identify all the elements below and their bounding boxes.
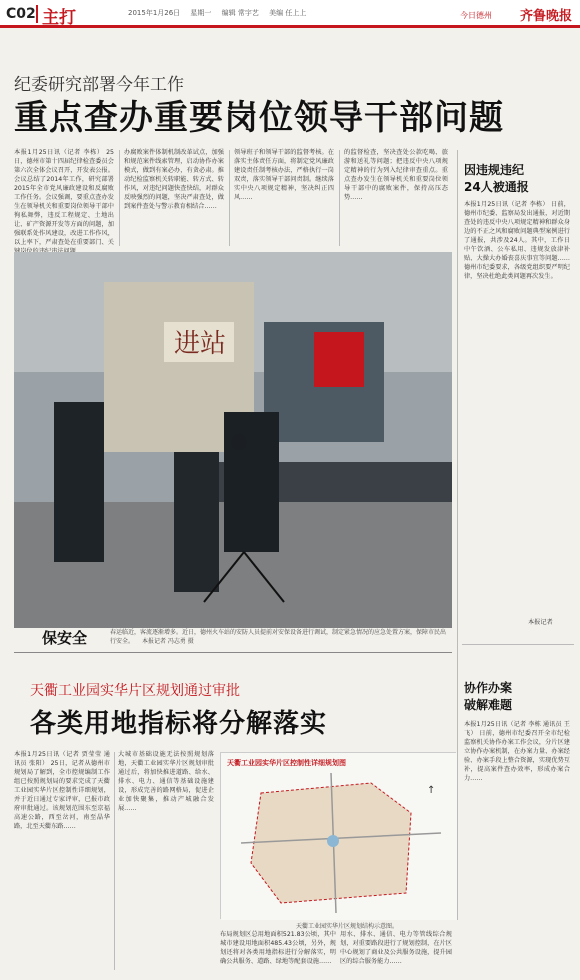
photo-caption <box>110 629 450 646</box>
sidebar2-title-line1: 协作办案 <box>464 681 513 695</box>
article1-column-3: 领导班子和领导干部的监督考核。在落实主体责任方面，将制定党风廉政建设责任制考核办法，严格执行一岗双责，落实领导干部问责制。继续落实中央八项规定精神，坚决纠正四风…… <box>234 149 334 201</box>
article1-column-4: 的监督检查，坚决查处公款吃喝、旅游和送礼等问题；把违反中央八项规定精神的行为列入纪律审查重点。重点查办发生在领导机关和重要岗位领导干部中的腐败案件，保持高压态势…… <box>344 149 448 201</box>
sidebar2-body: 本报1月25日讯（记者 李栋 通讯员 王飞） 日前，德州市纪委召开全市纪检监察机关协作办案工作会议，分片区建立协作办案机制，在办案力量、办案经验、办案手段上整合资源，实现优势互补，提高案件查办效率，形成办案合力…… <box>464 721 570 782</box>
issue-editor: 编辑 常宇艺 <box>221 9 259 17</box>
issue-meta <box>128 8 314 18</box>
brand-logo: 齐鲁晚报 <box>519 9 572 24</box>
page-number: C02 <box>6 6 36 22</box>
sidebar-divider <box>457 150 458 920</box>
planning-map-graphic <box>221 753 457 920</box>
article1-headline: 重点查办重要岗位领导干部问题 <box>14 98 504 138</box>
news-photo <box>14 252 452 628</box>
article1-column-2: 办腐败案件体制机制改革试点，加强和规范案件线索管理，启动协作办案模式，做到有案必办，有贪必肃。推动纪检监察机关转职能、转方式、转作风，对违纪问题快查快结，对群众反映强烈的问题，坚决严肃查处，做到案件查处与警示教育相结合…… <box>124 149 224 210</box>
sidebar2-title <box>464 680 512 714</box>
sidebar1-title <box>464 162 529 196</box>
photo-caption-text: 春运临近，客流逐渐增多。近日，德州火车站的安防人员提前对安保设备进行调试，制定紧急情况的应急处置方案，保障市民出行安全。 <box>110 629 447 645</box>
north-arrow-icon: ↑ <box>427 785 436 796</box>
column-divider <box>229 150 230 246</box>
article2-headline: 各类用地指标将分解落实 <box>30 709 328 739</box>
photo-caption-title: 保安全 <box>42 629 88 647</box>
sidebar2-title-line2: 破解难题 <box>464 698 513 712</box>
issue-designer: 美编 任上上 <box>269 9 307 17</box>
header-divider <box>36 5 38 23</box>
sidebar1-title-line1: 因违规违纪 <box>464 163 525 177</box>
column-divider <box>339 150 340 246</box>
article1-kicker: 纪委研究部署今年工作 <box>14 75 184 95</box>
map-caption: 天衢工业园实华片区规划结构示意图。 <box>296 923 399 930</box>
sidebar1-signoff: 本报记者 <box>528 619 553 626</box>
station-sign-text: 进站 <box>174 329 227 359</box>
section-separator <box>14 652 452 653</box>
sidebar1-title-line2: 24人被通报 <box>464 180 529 194</box>
column-divider <box>119 150 120 246</box>
section-title: 主打 <box>42 8 76 28</box>
issue-date: 2015年1月26日 <box>128 9 181 17</box>
column-divider <box>114 752 115 970</box>
article2-column-2: 大城市基础设施无法按照规划落地，天衢工业园实华片区规划审批通过后，将加快推进道路、给水、排水、电力、通信等基础设施建设，形成完善的路网格局，促进企业加快聚集，推动产城融合发展…… <box>118 751 214 812</box>
article2-column-1: 本报1月25日讯（记者 贾莹莹 通讯员 张阳） 25日，记者从德州市规划局了解到，全市控规编制工作组已按照规划局的要求完成了天衢工业园实华片区控制性详细规划，并于近日通过专家评审，已报市政府审批通过。该规划范围东至京福高速公路，西至岔河，南至晶华路，北至天衢东路…… <box>14 751 110 830</box>
article1-column-1: 本报1月25日讯（记者 李栋） 25日，德州市第十四届纪律检查委员会第六次全体会议召开，开发表公报。会议总结了2014年工作，研究部署2015年全市党风廉政建设和反腐败工作任务。会议强调，要重点查办发生在领导机关和重要岗位领导干部中徇私舞弊，违反工程规定、土地出让、矿产资源开发等方面的问题，加强联系处作风建设，改进工作作风，以上率下，严肃查处在重要部门、关 <box>14 149 114 246</box>
article2-column-3: 布局规划区总用地面积521.83公顷，其中城市建设用地面积485.43公顷，另外，规划还将对各类用地指标进行分解落实，明确公共服务、道路、绿地等配套设施…… <box>220 931 336 965</box>
article2-column-4: 用水、排水、通信、电力等管线综合规划，对重要路段进行了规划控制，在片区中心规划了商业及公共服务设施，提升园区的综合服务能力…… <box>340 931 452 965</box>
article2-kicker: 天衢工业园实华片区规划通过审批 <box>30 683 240 699</box>
sidebar-separator <box>462 644 574 645</box>
brand-small: 今日德州 <box>460 11 492 20</box>
issue-weekday: 星期一 <box>190 9 212 17</box>
photo-credit: 本报记者 冯志勇 摄 <box>141 637 194 645</box>
station-scene-illustration <box>14 252 452 628</box>
sidebar1-body: 本报1月25日讯（记者 李栋） 日前，德州市纪委、监察局发出通报，对近期查处的违反中央八项规定精神和群众身边的不正之风和腐败问题典型案例进行了通报，共涉及24人。其中，工作日中午饮酒、公车私用、违规发放津补贴、大操大办婚丧喜庆事宜等问题……德州市纪委要求，各级党组织要严明纪律，坚决杜绝此类问题再次发生。 <box>464 201 570 280</box>
planning-map <box>220 752 456 919</box>
map-title: 天衢工业园实华片区控制性详细规划图 <box>227 759 346 767</box>
